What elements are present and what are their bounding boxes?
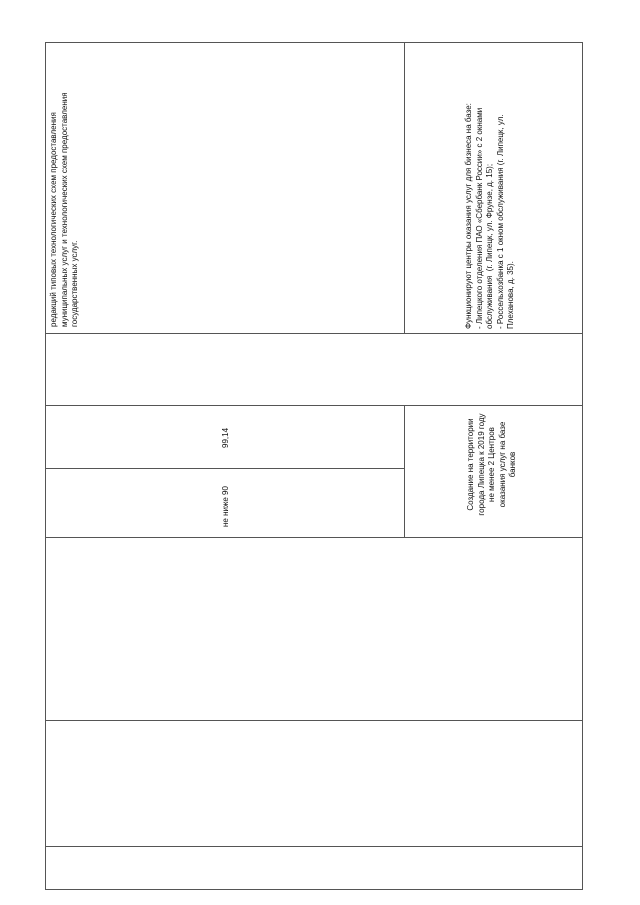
table-border-bottom (45, 889, 583, 890)
row-divider-4 (45, 720, 583, 721)
column-divider-upper (404, 42, 405, 333)
table-border-right (582, 42, 583, 890)
top-left-cell-text: редакций типовых технологических схем предоставления муниципальных услуг и технологических схем предоставления государственных услуг. (49, 92, 79, 327)
row-divider-1 (45, 333, 583, 334)
target-value: не ниже 90 (221, 486, 230, 527)
actual-value: 99,14 (221, 427, 230, 448)
top-right-cell-text: Функционируют центры оказания услуг для бизнеса на базе: - Липецкого отделения ПАО «Сбербанк России» с 2 окнами обслуживания (г. Липецк, ул. Фрунзе, д. 15); - Россельхозбанка с 1 окном обслуживания (г. Липецк, ул. Плеханова, д. 35). (464, 103, 515, 329)
cell-divider-values (45, 468, 405, 469)
table-border-top (45, 42, 583, 43)
row-divider-3 (45, 537, 583, 538)
table-border-left (45, 42, 46, 890)
goal-cell-text: Создание на территории города Липецка к 2019 году не менее 2 Центров оказания услуг на базе банков (466, 413, 517, 516)
row-divider-5 (45, 846, 583, 847)
column-divider-middle (404, 405, 405, 537)
